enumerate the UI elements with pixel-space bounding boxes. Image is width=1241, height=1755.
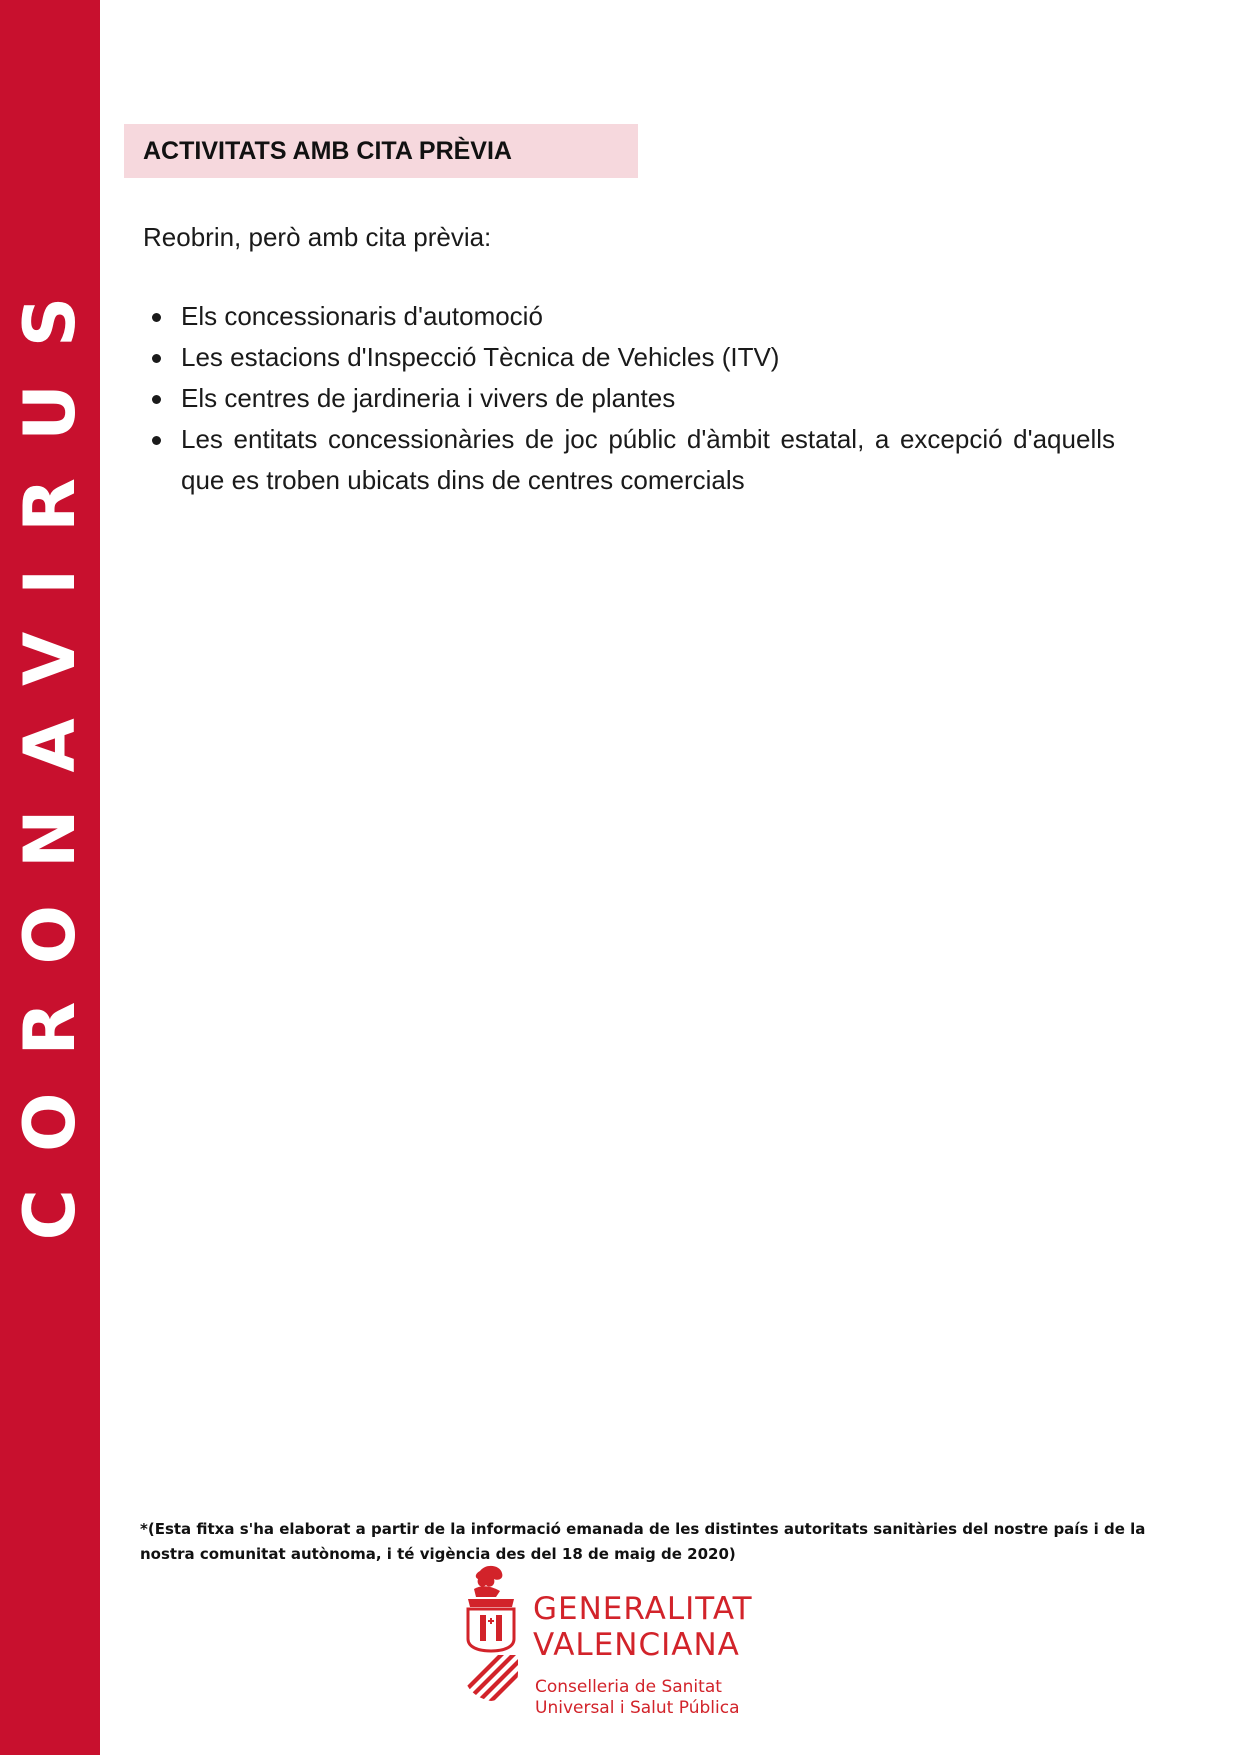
list-item	[143, 378, 1115, 419]
footnote-line-1: *(Esta fitxa s'ha elaborat a partir de la informació emanada de les distintes autoritats sanitàries del nostre país i de la	[140, 1520, 1146, 1538]
intro-text: Reobrin, però amb cita prèvia:	[143, 222, 492, 252]
sidebar-title: CORONAVIRUS	[9, 259, 91, 1241]
list-item-text: Els centres de jardineria i vivers de plantes	[181, 383, 676, 413]
coronavirus-sidebar	[0, 0, 100, 1755]
list-item-text: Els concessionaris d'automoció	[181, 301, 543, 331]
list-item	[143, 337, 1115, 378]
footnote	[140, 1517, 1150, 1567]
section-heading-text: ACTIVITATS AMB CITA PRÈVIA	[143, 136, 512, 165]
logo-title-line-2: VALENCIANA	[533, 1627, 740, 1663]
generalitat-logo	[460, 1563, 780, 1723]
list-item	[143, 296, 1115, 337]
logo-subtitle	[535, 1677, 739, 1719]
footnote-line-2: nostra comunitat autònoma, i té vigència des del 18 de maig de 2020)	[140, 1545, 736, 1563]
bullet-icon	[152, 354, 161, 363]
generalitat-emblem-icon	[460, 1563, 522, 1703]
list-item	[143, 419, 1115, 501]
logo-title	[533, 1591, 753, 1663]
list-item-text: Les estacions d'Inspecció Tècnica de Vehicles (ITV)	[181, 342, 780, 372]
logo-subtitle-line-2: Universal i Salut Pública	[535, 1698, 740, 1718]
logo-subtitle-line-1: Conselleria de Sanitat	[535, 1677, 722, 1697]
list-item-text: Les entitats concessionàries de joc públic d'àmbit estatal, a excepció d'aquells que es troben ubicats dins de centres comercials	[181, 424, 1115, 495]
bullet-icon	[152, 436, 161, 445]
bullet-icon	[152, 395, 161, 404]
logo-title-line-1: GENERALITAT	[533, 1591, 753, 1627]
bullet-icon	[152, 313, 161, 322]
activities-list	[143, 296, 1115, 501]
section-heading	[124, 124, 638, 178]
